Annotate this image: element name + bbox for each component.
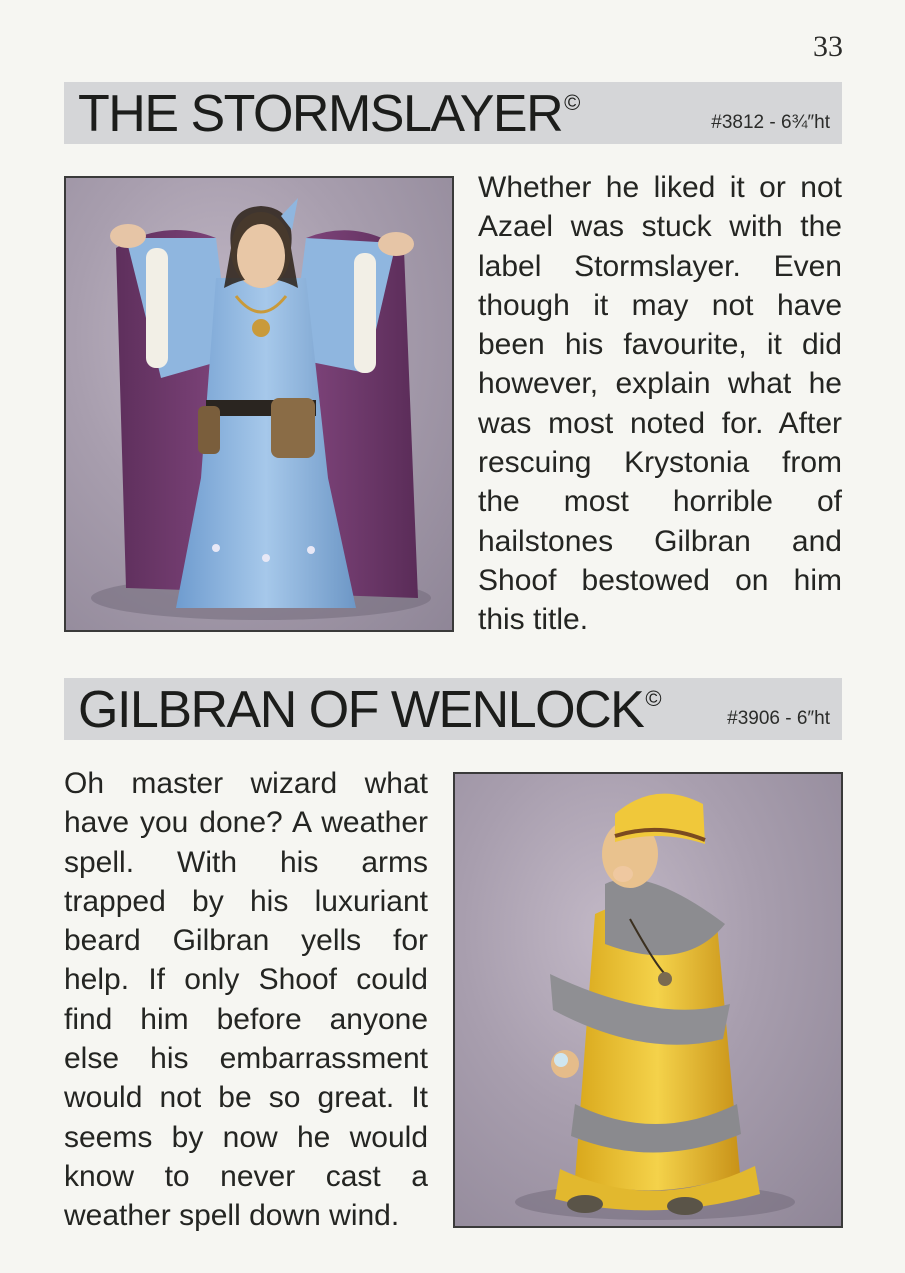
description-text: Whether he liked it or not Azael was stuck with the label Stormslayer. Even though it may not have been his favourite, it did however, explain what he was most noted for. After rescuing Krystonia from the most horrible of hailstones Gilbran and Shoof bestowed on him this title. (478, 171, 842, 637)
title-label: THE STORMSLAYER (78, 85, 563, 143)
description-text: Oh master wizard what have you done? A weather spell. With his arms trapped by his luxuriant beard Gilbran yells for help. If only Shoof could find him before anyone else his embarrassment would not be so great. It seems by now he would know to never cast a weather spell down wind. (64, 767, 428, 1233)
figurine-photo (64, 176, 454, 632)
copyright-mark: © (564, 90, 581, 115)
page-number: 33 (813, 30, 843, 63)
figurine-photo (453, 772, 843, 1228)
title-label: GILBRAN OF WENLOCK (78, 681, 644, 739)
stormslayer-figurine-image (66, 178, 452, 630)
section-title (78, 681, 662, 739)
section-title (78, 85, 581, 143)
gilbran-figurine-image (455, 774, 841, 1226)
title-band (64, 82, 842, 144)
copyright-mark: © (645, 686, 662, 711)
catalog-number: #3812 - 6¾″ht (711, 112, 830, 133)
catalog-number: #3906 - 6″ht (727, 708, 830, 729)
title-band (64, 678, 842, 740)
